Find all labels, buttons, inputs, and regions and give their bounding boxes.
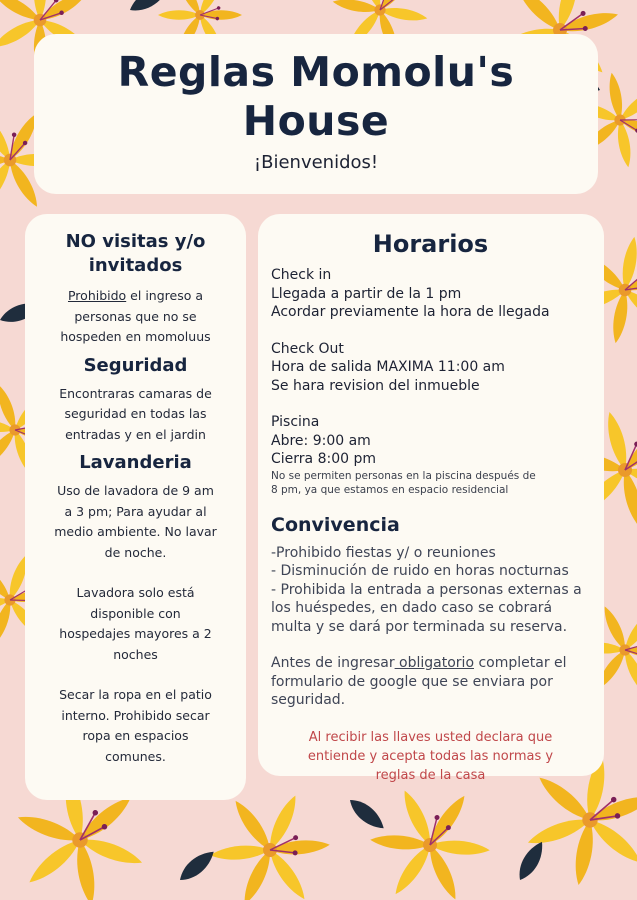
convivencia-line-5: multa y se dará por terminada su reserva. — [271, 618, 568, 635]
piscina-note-2: 8 pm, ya que estamos en espacio residencial — [271, 484, 509, 496]
formulario-line-2: formulario de google que se enviara por — [271, 673, 553, 690]
rules-right-card — [258, 214, 604, 783]
checkin-block — [271, 266, 590, 322]
horarios-heading: Horarios — [372, 230, 489, 258]
convivencia-line-2: - Disminución de ruido en horas nocturnas — [271, 563, 569, 579]
lavadora-line-4: noches — [113, 646, 158, 662]
checkout-line-2: Se hara revision del inmueble — [271, 377, 480, 394]
checkout-line-1: Hora de salida MAXIMA 11:00 am — [271, 359, 505, 375]
secar-line-1: Secar la ropa en el patio — [59, 687, 212, 702]
lavanderia-text-2 — [39, 583, 232, 665]
lavadora-line-3: hospedajes mayores a 2 — [59, 626, 212, 641]
secar-line-2: interno. Prohibido secar — [61, 707, 210, 723]
convivencia-line-3: - Prohibida la entrada a personas externas a — [271, 581, 582, 598]
lavanderia-line-4: de noche. — [104, 544, 167, 560]
lavadora-line-2: disponible con — [90, 605, 181, 621]
visitas-text — [39, 286, 232, 348]
checkin-line-1: Llegada a partir de la 1 pm — [271, 285, 462, 302]
visitas-heading-line-1: NO visitas y/o — [65, 231, 206, 252]
piscina-label: Piscina — [271, 414, 320, 430]
lavanderia-text-3 — [39, 685, 232, 767]
lavanderia-line-2: a 3 pm; Para ayudar al — [64, 503, 207, 519]
secar-line-3: ropa en espacios — [82, 728, 189, 743]
formulario-text — [271, 654, 590, 710]
welcome-subtitle: ¡Bienvenidos! — [253, 152, 379, 173]
secar-line-4: comunes. — [105, 748, 166, 764]
piscina-close: Cierra 8:00 pm — [271, 451, 376, 467]
declaracion-line-1: Al recibir las llaves usted declara que — [308, 729, 553, 745]
checkin-label: Check in — [271, 267, 332, 283]
convivencia-list — [271, 544, 590, 637]
seguridad-text-2: seguridad en todas las — [64, 406, 207, 421]
visitas-text-3: hospeden en momoluus — [60, 329, 211, 344]
prohibido-word: Prohibido — [67, 288, 127, 303]
title-line-2: House — [242, 97, 390, 145]
visitas-text-2: personas que no se — [74, 308, 197, 324]
checkout-label: Check Out — [271, 340, 344, 357]
visitas-heading-line-2: invitados — [88, 255, 183, 276]
declaracion-line-2: entiende y acepta todas las normas y — [307, 748, 554, 764]
lavanderia-line-3: medio ambiente. No lavar — [54, 524, 217, 539]
seguridad-heading: Seguridad — [83, 354, 188, 376]
page-title — [34, 34, 598, 146]
convivencia-heading: Convivencia — [271, 513, 400, 536]
visitas-heading — [39, 230, 232, 278]
checkin-line-2: Acordar previamente la hora de llegada — [271, 304, 550, 320]
lavanderia-line-1: Uso de lavadora de 9 am — [57, 483, 214, 498]
lavanderia-heading: Lavanderia — [79, 452, 192, 473]
title-card — [34, 34, 598, 194]
lavadora-line-1: Lavadora solo está — [76, 585, 195, 600]
checkout-block — [271, 340, 590, 396]
declaracion-line-3: reglas de la casa — [375, 767, 486, 783]
formulario-line-3: seguridad. — [271, 692, 346, 708]
visitas-text-1: el ingreso a — [126, 288, 203, 303]
piscina-note — [271, 469, 590, 498]
lavanderia-text-1 — [39, 481, 232, 563]
declaracion-notice — [271, 728, 590, 785]
formulario-pre: Antes de ingresar — [271, 655, 395, 671]
convivencia-line-4: los huéspedes, en dado caso se cobrará — [271, 600, 553, 616]
obligatorio-word: obligatorio — [394, 655, 475, 671]
piscina-block — [271, 413, 590, 469]
title-line-1: Reglas Momolu's — [117, 48, 515, 96]
seguridad-text — [39, 384, 232, 446]
seguridad-text-1: Encontraras camaras de — [59, 385, 212, 401]
convivencia-line-1: -Prohibido fiestas y/ o reuniones — [271, 544, 496, 561]
piscina-open: Abre: 9:00 am — [271, 432, 371, 449]
seguridad-text-3: entradas y en el jardin — [65, 426, 206, 442]
piscina-note-1: No se permiten personas en la piscina después de — [271, 469, 536, 482]
rules-left-card — [25, 214, 246, 800]
formulario-post: completar el — [474, 655, 567, 671]
